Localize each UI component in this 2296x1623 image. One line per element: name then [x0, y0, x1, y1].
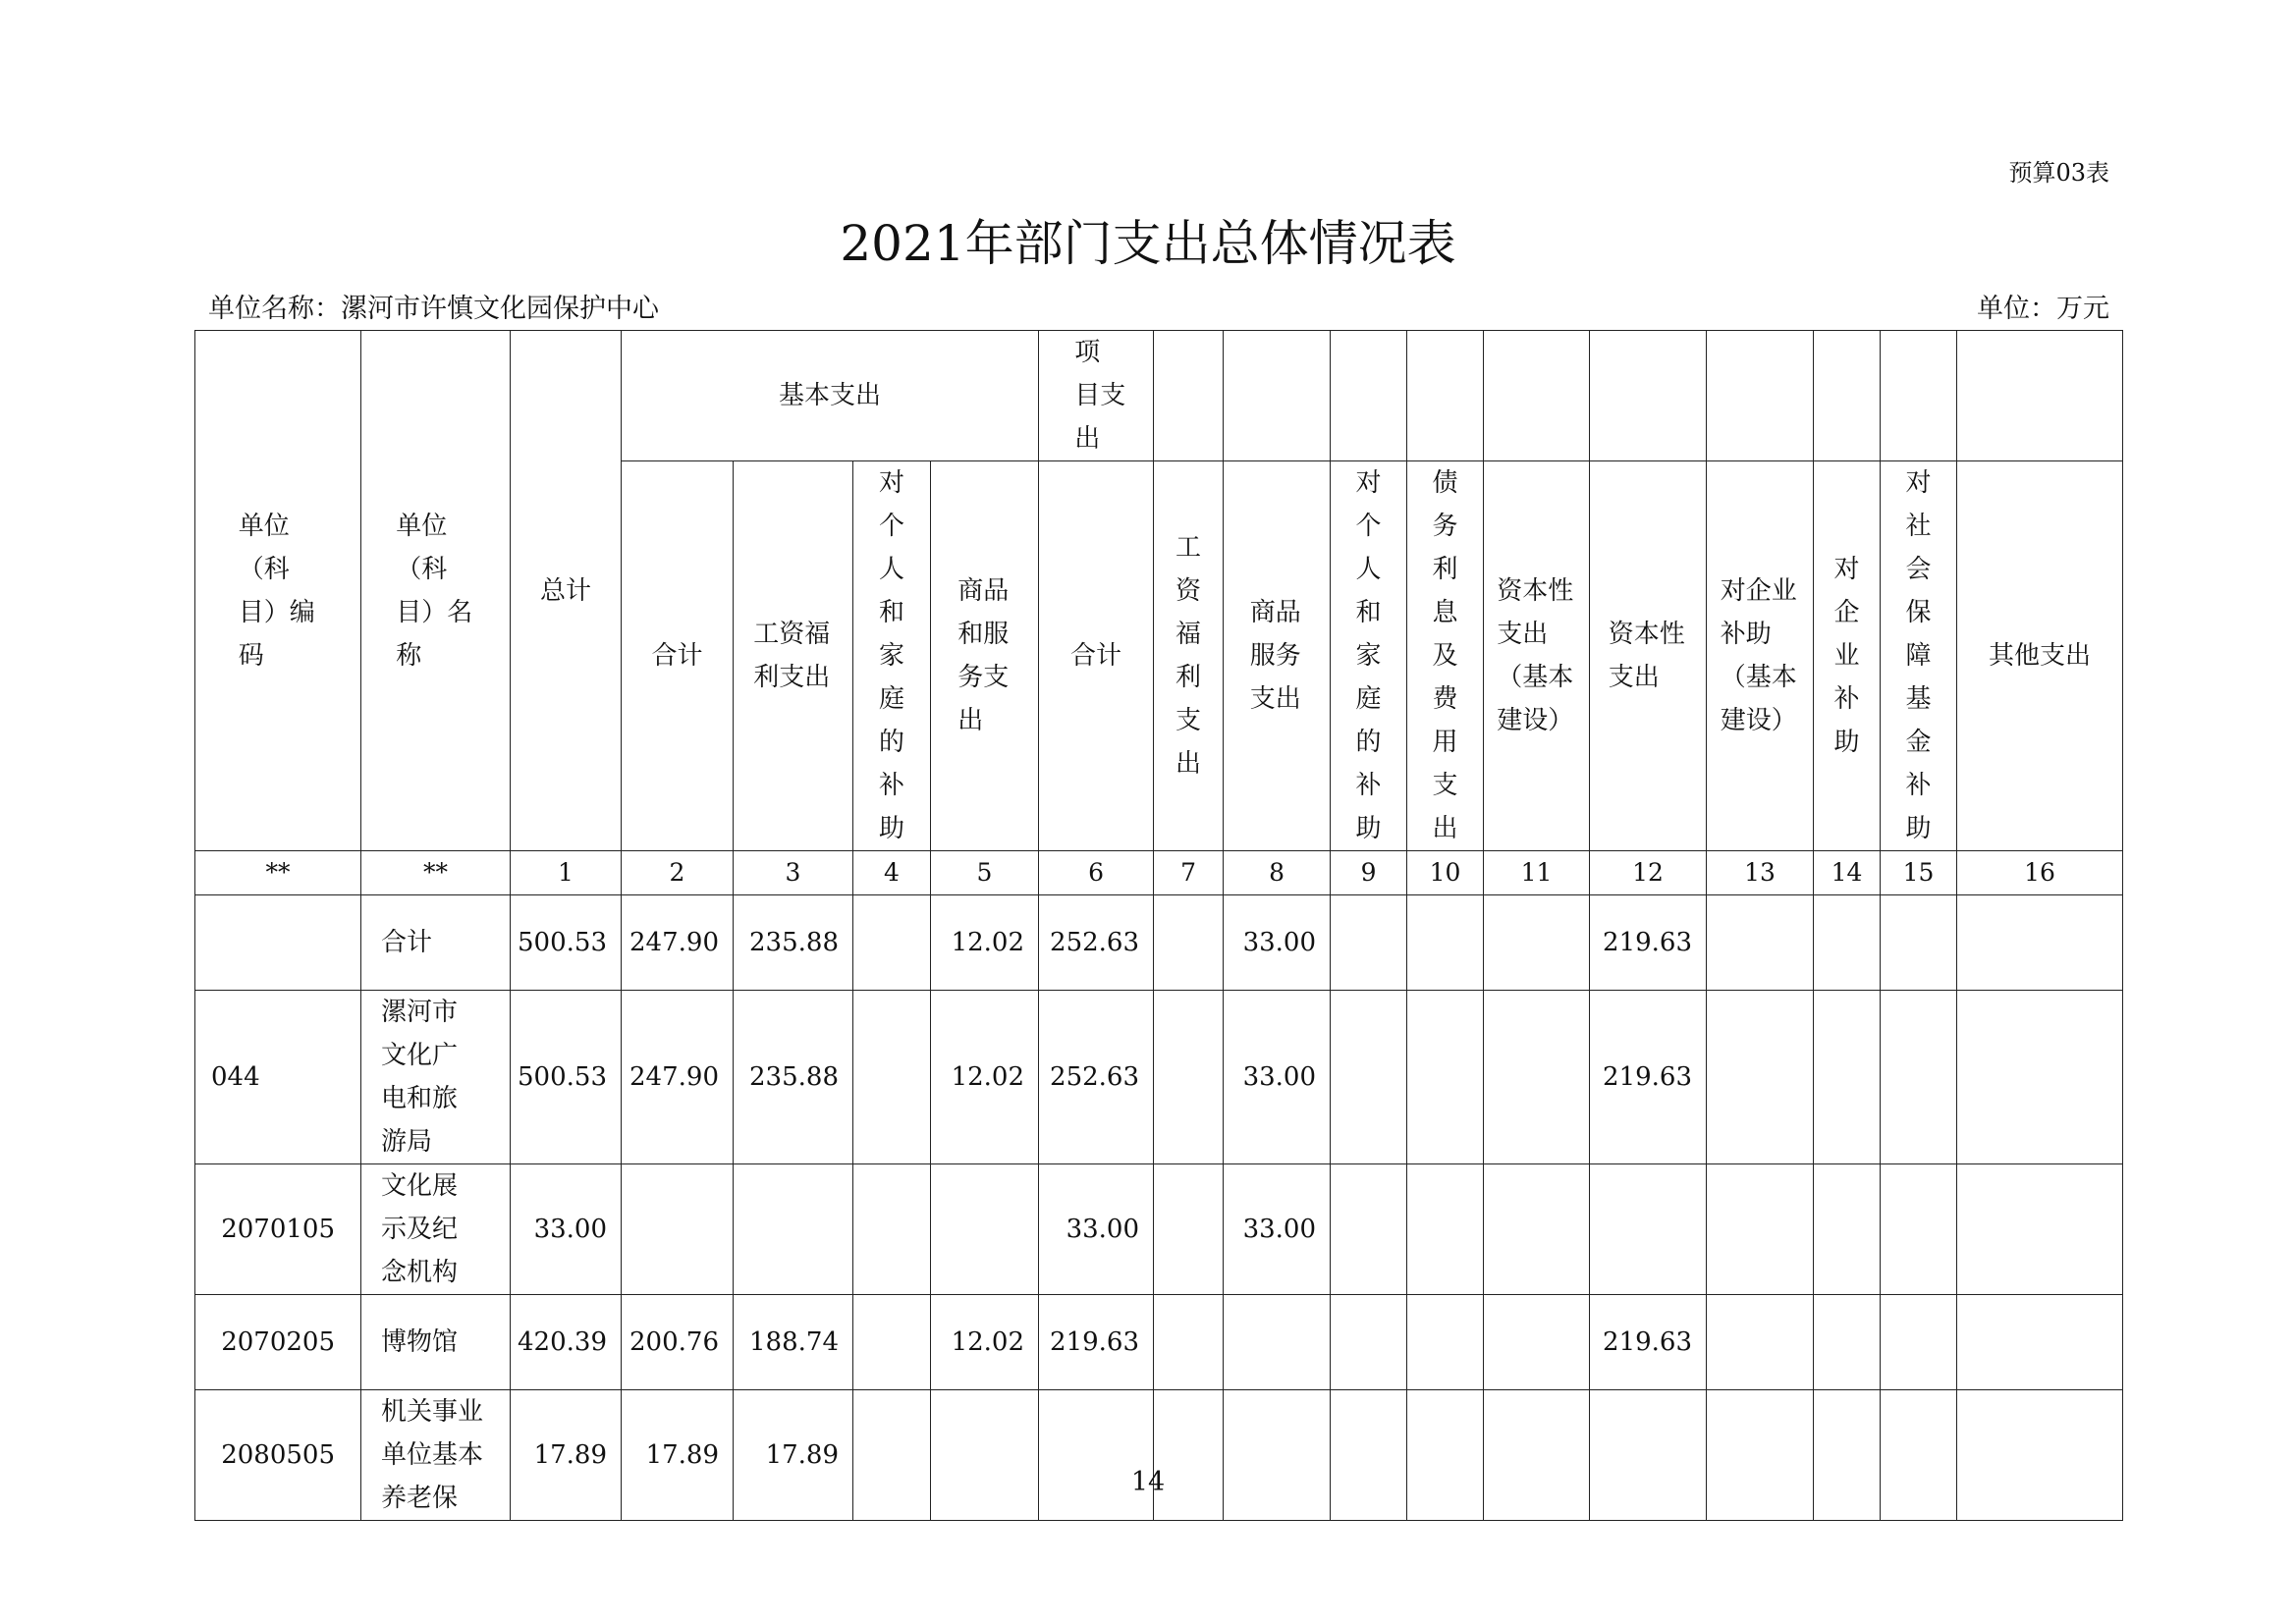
cell-project-subtotal: 33.00	[1039, 1164, 1154, 1295]
cell-project-enterprise	[1814, 895, 1881, 991]
cell-project-enterprise	[1814, 1164, 1881, 1295]
cell-basic-goods: 12.02	[931, 895, 1039, 991]
cell-project-enterprise-basic	[1707, 895, 1814, 991]
index-cell: **	[195, 851, 361, 895]
cell-basic-personal	[853, 895, 931, 991]
cell-basic-personal	[853, 1390, 931, 1521]
index-cell: 10	[1407, 851, 1484, 895]
row-name: 合计	[361, 895, 511, 991]
cell-project-goods	[1224, 1295, 1331, 1390]
header-project-other: 其他支出	[1957, 461, 2123, 851]
row-code: 2070105	[195, 1164, 361, 1295]
table-row	[195, 1164, 2123, 1295]
index-cell: 9	[1331, 851, 1407, 895]
cell-project-social	[1881, 991, 1957, 1164]
header-basic-salary: 工资福利支出	[734, 461, 853, 851]
cell-basic-subtotal: 247.90	[622, 895, 734, 991]
cell-basic-goods: 12.02	[931, 991, 1039, 1164]
cell-basic-goods	[931, 1164, 1039, 1295]
cell-project-personal	[1331, 1390, 1407, 1521]
cell-project-social	[1881, 895, 1957, 991]
cell-basic-subtotal: 200.76	[622, 1295, 734, 1390]
table-row	[195, 895, 2123, 991]
cell-basic-subtotal: 247.90	[622, 991, 734, 1164]
cell-project-debt	[1407, 991, 1484, 1164]
cell-basic-personal	[853, 991, 931, 1164]
cell-project-capital-basic	[1484, 1295, 1590, 1390]
cell-project-debt	[1407, 1295, 1484, 1390]
header-code: 单位（科目）编码	[195, 331, 361, 851]
index-cell: 11	[1484, 851, 1590, 895]
cell-project-enterprise-basic	[1707, 1295, 1814, 1390]
cell-project-capital	[1590, 1390, 1707, 1521]
header-project-personal: 对个人和家庭的补助	[1331, 461, 1407, 851]
cell-project-capital-basic	[1484, 895, 1590, 991]
cell-project-salary	[1154, 991, 1224, 1164]
cell-project-debt	[1407, 1164, 1484, 1295]
cell-project-goods: 33.00	[1224, 991, 1331, 1164]
cell-project-goods	[1224, 1390, 1331, 1521]
row-name: 漯河市文化广电和旅游局	[361, 991, 511, 1164]
index-cell: 4	[853, 851, 931, 895]
cell-project-personal	[1331, 1295, 1407, 1390]
index-cell: 13	[1707, 851, 1814, 895]
cell-project-capital: 219.63	[1590, 991, 1707, 1164]
header-name: 单位（科目）名称	[361, 331, 511, 851]
page-title: 2021年部门支出总体情况表	[840, 215, 1456, 272]
cell-project-salary	[1154, 1295, 1224, 1390]
form-number: 预算03表	[2008, 159, 2109, 187]
cell-project-goods: 33.00	[1224, 1164, 1331, 1295]
index-cell: 2	[622, 851, 734, 895]
cell-project-personal	[1331, 895, 1407, 991]
index-cell: 7	[1154, 851, 1224, 895]
cell-project-subtotal: 219.63	[1039, 1295, 1154, 1390]
row-code: 2080505	[195, 1390, 361, 1521]
cell-project-subtotal	[1039, 1390, 1154, 1521]
cell-project-salary	[1154, 1390, 1224, 1521]
cell-basic-salary: 235.88	[734, 895, 853, 991]
cell-project-enterprise-basic	[1707, 991, 1814, 1164]
cell-total: 420.39	[511, 1295, 622, 1390]
cell-basic-personal	[853, 1295, 931, 1390]
page-number: 14	[1130, 1467, 1166, 1497]
cell-basic-salary: 235.88	[734, 991, 853, 1164]
expenditure-table	[194, 330, 2123, 1521]
row-name: 博物馆	[361, 1295, 511, 1390]
header-basic-goods: 商品和服务支出	[931, 461, 1039, 851]
cell-project-goods: 33.00	[1224, 895, 1331, 991]
cell-project-social	[1881, 1164, 1957, 1295]
cell-project-salary	[1154, 1164, 1224, 1295]
cell-total: 33.00	[511, 1164, 622, 1295]
cell-basic-subtotal	[622, 1164, 734, 1295]
header-project-enterprise: 对企业补助	[1814, 461, 1881, 851]
cell-project-enterprise	[1814, 1390, 1881, 1521]
header-project-social: 对社会保障基金补助	[1881, 461, 1957, 851]
row-code: 044	[195, 991, 361, 1164]
index-cell: 16	[1957, 851, 2123, 895]
cell-project-debt	[1407, 895, 1484, 991]
cell-project-enterprise	[1814, 1295, 1881, 1390]
index-cell: 5	[931, 851, 1039, 895]
header-project-salary: 工资福利支出	[1154, 461, 1224, 851]
cell-project-personal	[1331, 991, 1407, 1164]
cell-project-capital-basic	[1484, 1390, 1590, 1521]
currency-unit-label: 单位：万元	[1977, 294, 2109, 324]
cell-basic-salary: 188.74	[734, 1295, 853, 1390]
cell-project-subtotal: 252.63	[1039, 895, 1154, 991]
header-project-enterprise-basic: 对企业补助（基本建设）	[1707, 461, 1814, 851]
cell-project-capital: 219.63	[1590, 895, 1707, 991]
header-basic-personal: 对个人和家庭的补助	[853, 461, 931, 851]
header-project-capital: 资本性支出	[1590, 461, 1707, 851]
cell-total: 500.53	[511, 895, 622, 991]
header-project-goods: 商品服务支出	[1224, 461, 1331, 851]
cell-basic-goods	[931, 1390, 1039, 1521]
cell-project-capital	[1590, 1164, 1707, 1295]
index-cell: 3	[734, 851, 853, 895]
row-name: 文化展示及纪念机构	[361, 1164, 511, 1295]
cell-project-other	[1957, 1390, 2123, 1521]
index-row	[195, 851, 2123, 895]
index-cell: 1	[511, 851, 622, 895]
table-row	[195, 991, 2123, 1164]
cell-basic-personal	[853, 1164, 931, 1295]
cell-project-enterprise-basic	[1707, 1390, 1814, 1521]
cell-basic-goods: 12.02	[931, 1295, 1039, 1390]
cell-project-other	[1957, 1295, 2123, 1390]
cell-total: 500.53	[511, 991, 622, 1164]
cell-project-other	[1957, 895, 2123, 991]
cell-project-other	[1957, 991, 2123, 1164]
index-cell: 12	[1590, 851, 1707, 895]
cell-project-subtotal: 252.63	[1039, 991, 1154, 1164]
table-row	[195, 1390, 2123, 1521]
index-cell: 14	[1814, 851, 1881, 895]
cell-project-social	[1881, 1390, 1957, 1521]
cell-basic-subtotal: 17.89	[622, 1390, 734, 1521]
index-cell: 6	[1039, 851, 1154, 895]
index-cell: 8	[1224, 851, 1331, 895]
cell-project-social	[1881, 1295, 1957, 1390]
cell-basic-salary: 17.89	[734, 1390, 853, 1521]
header-project-subtotal: 合计	[1039, 461, 1154, 851]
header-group-row	[195, 331, 2123, 461]
index-cell: 15	[1881, 851, 1957, 895]
header-project-group: 项 目支出	[1039, 331, 1154, 461]
cell-project-debt	[1407, 1390, 1484, 1521]
header-basic-subtotal: 合计	[622, 461, 734, 851]
cell-project-capital-basic	[1484, 991, 1590, 1164]
cell-project-other	[1957, 1164, 2123, 1295]
row-code: 2070205	[195, 1295, 361, 1390]
unit-name-label: 单位名称：漯河市许慎文化园保护中心	[208, 294, 659, 324]
row-name: 机关事业单位基本养老保	[361, 1390, 511, 1521]
header-project-capital-basic: 资本性支出（基本建设）	[1484, 461, 1590, 851]
cell-project-capital: 219.63	[1590, 1295, 1707, 1390]
header-basic-group: 基本支出	[622, 331, 1039, 461]
index-cell: **	[361, 851, 511, 895]
cell-total: 17.89	[511, 1390, 622, 1521]
cell-project-capital-basic	[1484, 1164, 1590, 1295]
cell-project-enterprise	[1814, 991, 1881, 1164]
cell-basic-salary	[734, 1164, 853, 1295]
row-code	[195, 895, 361, 991]
header-project-debt: 债务利息及费用支出	[1407, 461, 1484, 851]
table-row	[195, 1295, 2123, 1390]
cell-project-enterprise-basic	[1707, 1164, 1814, 1295]
cell-project-personal	[1331, 1164, 1407, 1295]
cell-project-salary	[1154, 895, 1224, 991]
header-total: 总计	[511, 331, 622, 851]
